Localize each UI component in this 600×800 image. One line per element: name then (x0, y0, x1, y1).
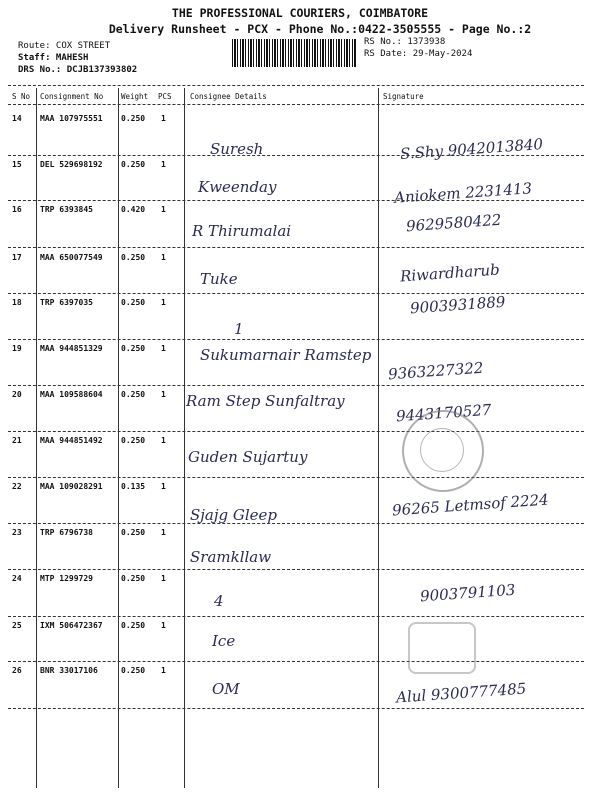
row-divider (8, 247, 584, 248)
row-weight: 0.250 (121, 160, 146, 169)
column-rule (36, 88, 37, 788)
drs-label: DRS No.: DCJB137393802 (18, 65, 138, 75)
row-weight: 0.250 (121, 528, 146, 537)
col-sno: S No (12, 92, 31, 101)
row-divider (8, 523, 584, 524)
row-consignment: MAA 109588604 (40, 390, 103, 399)
row-divider (8, 155, 584, 156)
row-weight: 0.250 (121, 621, 146, 630)
row-pcs: 1 (161, 344, 166, 353)
row-divider (8, 569, 584, 570)
row-sno: 19 (12, 344, 22, 353)
row-divider (8, 385, 584, 386)
row-sno: 20 (12, 390, 22, 399)
row-sno: 25 (12, 621, 22, 630)
row-weight: 0.135 (121, 482, 146, 491)
row-consignee-handwriting: 1 (234, 320, 244, 338)
document-title: THE PROFESSIONAL COURIERS, COIMBATORE (171, 6, 429, 20)
row-sno: 16 (12, 205, 22, 214)
row-consignee-handwriting: Tuke (200, 270, 238, 288)
row-consignment: BNR 33017106 (40, 666, 98, 675)
row-consignment: MAA 944851329 (40, 344, 103, 353)
row-pcs: 1 (161, 574, 166, 583)
row-pcs: 1 (161, 160, 166, 169)
col-consignee: Consignee Details (190, 92, 267, 101)
row-sno: 18 (12, 298, 22, 307)
row-sno: 14 (12, 114, 22, 123)
row-consignment: MAA 109028291 (40, 482, 103, 491)
row-consignment: TRP 6397035 (40, 298, 93, 307)
row-pcs: 1 (161, 482, 166, 491)
row-sno: 26 (12, 666, 22, 675)
row-weight: 0.250 (121, 253, 146, 262)
row-consignee-handwriting: OM (212, 680, 240, 698)
row-signature: Aniokem 2231413 (393, 179, 533, 207)
row-consignee-handwriting: Sukumarnair Ramstep (200, 346, 372, 364)
row-consignment: TRP 6796738 (40, 528, 93, 537)
row-weight: 0.250 (121, 344, 146, 353)
row-consignment: MAA 107975551 (40, 114, 103, 123)
row-consignee-handwriting: 4 (214, 592, 224, 610)
row-signature: 9629580422 (405, 210, 502, 236)
row-weight: 0.250 (121, 666, 146, 675)
row-weight: 0.420 (121, 205, 146, 214)
column-rule (184, 88, 185, 788)
row-divider (8, 339, 584, 340)
column-rule (378, 88, 379, 788)
row-sno: 23 (12, 528, 22, 537)
row-consignment: TRP 6393845 (40, 205, 93, 214)
rs-date: RS Date: 29-May-2024 (364, 49, 473, 59)
row-pcs: 1 (161, 528, 166, 537)
row-consignee-handwriting: Suresh (210, 140, 264, 158)
row-signature: 9363227322 (387, 358, 484, 384)
row-pcs: 1 (161, 253, 166, 262)
row-divider (8, 477, 584, 478)
row-weight: 0.250 (121, 390, 146, 399)
row-sno: 15 (12, 160, 22, 169)
row-divider (8, 431, 584, 432)
row-weight: 0.250 (121, 574, 146, 583)
row-divider (8, 616, 584, 617)
row-sno: 21 (12, 436, 22, 445)
row-weight: 0.250 (121, 298, 146, 307)
row-pcs: 1 (161, 390, 166, 399)
row-sno: 22 (12, 482, 22, 491)
row-pcs: 1 (161, 621, 166, 630)
row-consignment: MTP 1299729 (40, 574, 93, 583)
staff-label: Staff: MAHESH (18, 53, 89, 63)
company-stamp-inner (420, 428, 464, 472)
document-subtitle: Delivery Runsheet - PCX - Phone No.:0422-3505555 - Page No.:2 (108, 22, 532, 36)
col-pcs: PCS (158, 92, 172, 101)
row-signature: 9003931889 (409, 292, 506, 318)
row-consignment: MAA 944851492 (40, 436, 103, 445)
header-divider-bottom (8, 104, 584, 105)
route-label: Route: COX STREET (18, 41, 111, 51)
row-signature: Riwardharub (399, 260, 501, 286)
rs-number: RS No.: 1373938 (364, 37, 446, 47)
row-consignee-handwriting: R Thirumalai (192, 222, 292, 240)
row-consignee-handwriting: Kweenday (198, 178, 277, 196)
row-pcs: 1 (161, 436, 166, 445)
row-consignment: IXM 506472367 (40, 621, 103, 630)
row-consignee-handwriting: Sjajg Gleep (190, 506, 278, 524)
row-signature: 96265 Letmsof 2224 (391, 490, 550, 520)
row-weight: 0.250 (121, 436, 146, 445)
row-consignee-handwriting: Ice (212, 632, 236, 650)
row-consignee-handwriting: Ram Step Sunfaltray (186, 392, 345, 410)
row-signature: 9003791103 (419, 580, 516, 606)
row-divider (8, 661, 584, 662)
col-weight: Weight (121, 92, 149, 101)
row-consignee-handwriting: Guden Sujartuy (188, 448, 308, 466)
barcode (232, 39, 356, 67)
row-divider (8, 708, 584, 709)
row-consignment: MAA 650077549 (40, 253, 103, 262)
row-signature: S.Shy 9042013840 (399, 135, 544, 163)
row-signature: 9443170527 (395, 400, 492, 426)
row-pcs: 1 (161, 205, 166, 214)
faint-stamp (408, 622, 476, 674)
column-rule (118, 88, 119, 788)
row-divider (8, 200, 584, 201)
row-signature: Alul 9300777485 (395, 679, 527, 707)
row-pcs: 1 (161, 666, 166, 675)
row-consignee-handwriting: Sramkllaw (190, 548, 272, 566)
col-signature: Signature (383, 92, 424, 101)
row-pcs: 1 (161, 298, 166, 307)
row-sno: 17 (12, 253, 22, 262)
row-sno: 24 (12, 574, 22, 583)
col-consignment: Consignment No (40, 92, 104, 101)
header-divider-top (8, 85, 584, 86)
row-consignment: DEL 529698192 (40, 160, 103, 169)
row-pcs: 1 (161, 114, 166, 123)
row-weight: 0.250 (121, 114, 146, 123)
